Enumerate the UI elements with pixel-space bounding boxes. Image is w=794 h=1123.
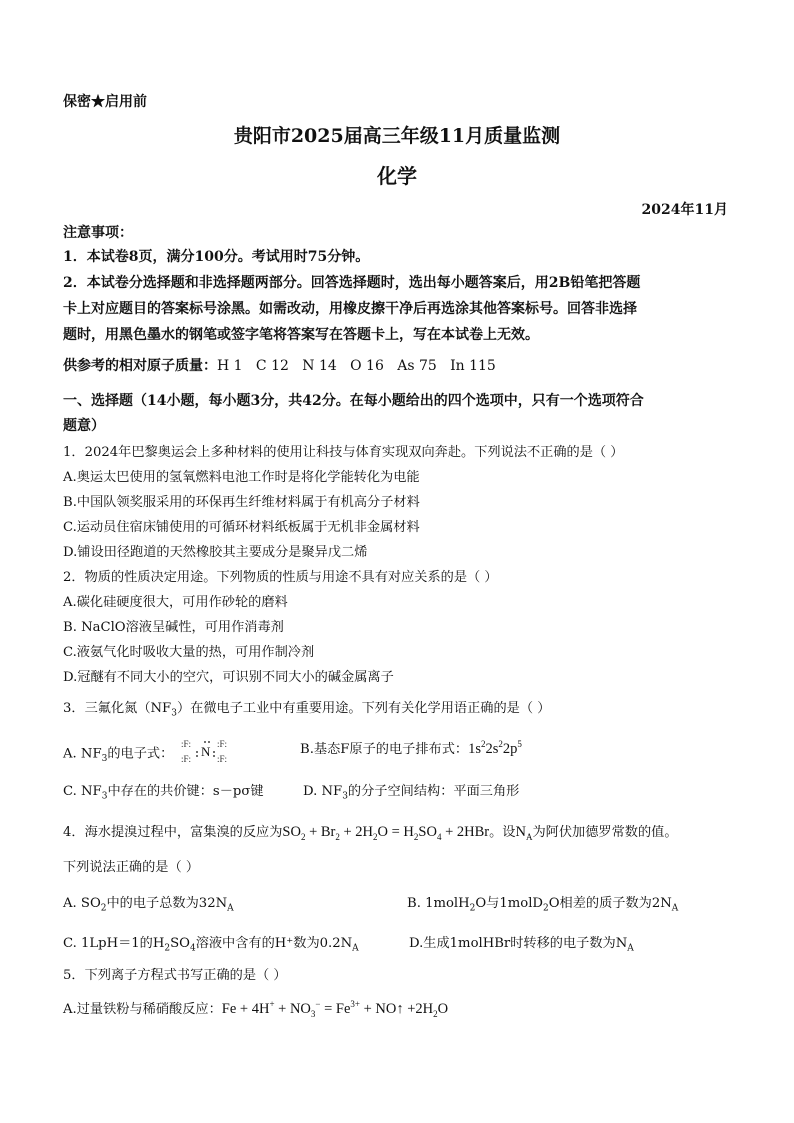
confidential-label: 保密★启用前 bbox=[63, 94, 147, 110]
question-2-option-c: C.液氨气化时吸收大量的热，可用作制冷剂 bbox=[63, 645, 315, 660]
nf3-electron-dot-structure bbox=[179, 738, 249, 770]
question-4-stem: 4．海水提溴过程中，富集溴的反应为$SO_2 + Br_2 + 2H_2O = H_2SO_4 + 2HBr$。设$N_A$为阿伏加德罗常数的值。 bbox=[63, 824, 678, 842]
question-3-option-a: A. $NF_3$的电子式： :F: N :F: :F: :F: bbox=[63, 738, 249, 770]
question-3-option-c: C. $NF_3$中存在的共价键：s－pσ键 bbox=[63, 784, 264, 802]
notice-item-1: 1．本试卷8页，满分100分。考试用时75分钟。 bbox=[63, 249, 370, 265]
section-1-heading-line-2: 题意） bbox=[63, 418, 105, 434]
atomic-masses-values: H 1 C 12 N 14 O 16 As 75 In 115 bbox=[217, 358, 496, 374]
question-1-option-c: C.运动员住宿床铺使用的可循环材料纸板属于无机非金属材料 bbox=[63, 520, 420, 535]
question-5-option-a: A.过量铁粉与稀硝酸反应：$Fe + 4H^+ + NO_3^- = Fe^{3+}$ + NO↑ $+2H_2O$ bbox=[63, 999, 449, 1019]
notice-heading: 注意事项： bbox=[63, 225, 133, 241]
svg-text::F:: :F: bbox=[181, 754, 192, 764]
question-3-stem: 3．三氟化氮$(NF_3)$在微电子工业中有重要用途。下列有关化学用语正确的是（ ） bbox=[63, 701, 551, 719]
svg-text:N: N bbox=[201, 744, 211, 759]
notice-item-2-line-1: 2．本试卷分选择题和非选择题两部分。回答选择题时，选出每小题答案后，用2B铅笔把答题 bbox=[63, 275, 641, 291]
question-2-stem: 2．物质的性质决定用途。下列物质的性质与用途不具有对应关系的是（ ） bbox=[63, 570, 498, 585]
svg-text::F:: :F: bbox=[181, 739, 192, 749]
question-2-option-b: B. NaClO溶液呈碱性，可用作消毒剂 bbox=[63, 620, 284, 635]
question-5-stem: 5．下列离子方程式书写正确的是（ ） bbox=[63, 968, 287, 983]
atomic-masses-label: 供参考的相对原子质量： bbox=[63, 358, 217, 374]
question-4-stem-line-2: 下列说法正确的是（ ） bbox=[63, 860, 200, 875]
question-1-option-a: A.奥运太巴使用的氢氧燃料电池工作时是将化学能转化为电能 bbox=[63, 470, 420, 485]
question-4-option-a: A. $SO_2$中的电子总数为$32N_A$ bbox=[63, 896, 234, 914]
question-1-option-d: D.铺设田径跑道的天然橡胶其主要成分是聚异戊二烯 bbox=[63, 545, 368, 560]
exam-title: 贵阳市2025届高三年级11月质量监测 bbox=[233, 125, 561, 147]
question-1-option-b: B.中国队领奖服采用的环保再生纤维材料属于有机高分子材料 bbox=[63, 495, 420, 510]
bromine-enrichment-equation: $SO_2 + Br_2 + 2H_2O = H_2SO_4 + 2HBr$ bbox=[282, 824, 490, 842]
svg-text::F:: :F: bbox=[217, 739, 228, 749]
question-4-option-c: C. 1LpH＝1的$H_2SO_4$溶液中含有的H⁺数为$0.2N_A$ bbox=[63, 936, 359, 954]
exam-date: 2024年11月 bbox=[641, 202, 728, 218]
notice-item-2-line-3: 题时，用黑色墨水的钢笔或签字笔将答案写在答题卡上，写在本试卷上无效。 bbox=[63, 327, 539, 343]
svg-text::F:: :F: bbox=[217, 754, 228, 764]
notice-item-2-line-2: 卡上对应题目的答案标号涂黑。如需改动，用橡皮擦干净后再选涂其他答案标号。回答非选择 bbox=[63, 301, 637, 317]
subject-title: 化学 bbox=[377, 164, 417, 188]
section-1-heading-line-1: 一、选择题（14小题，每小题3分，共42分。在每小题给出的四个选项中，只有一个选项符合 bbox=[63, 393, 644, 409]
question-3-option-b: B.基态F原子的电子排布式：$1s^22s^22p^5$ bbox=[300, 739, 522, 757]
electron-dot-diagram bbox=[179, 738, 249, 766]
question-1-stem: 1．2024年巴黎奥运会上多种材料的使用让科技与体育实现双向奔赴。下列说法不正确的是（ ） bbox=[63, 445, 624, 460]
question-2-option-d: D.冠醚有不同大小的空穴，可识别不同大小的碱金属离子 bbox=[63, 670, 394, 685]
question-3-option-d: D. $NF_3$的分子空间结构：平面三角形 bbox=[303, 784, 520, 802]
atomic-masses bbox=[63, 355, 496, 375]
question-4-option-d: D.生成1molHBr时转移的电子数为$N_A$ bbox=[409, 936, 634, 954]
question-4-option-b: B. 1molH$_2$O与1molD$_2$O相差的质子数为$2N_A$ bbox=[407, 896, 679, 914]
question-2-option-a: A.碳化硅硬度很大，可用作砂轮的磨料 bbox=[63, 595, 288, 610]
iron-nitric-acid-equation: $Fe + 4H^+ + NO_3^- = Fe^{3+}$ + NO↑ $+2H_2O$ bbox=[221, 999, 449, 1019]
